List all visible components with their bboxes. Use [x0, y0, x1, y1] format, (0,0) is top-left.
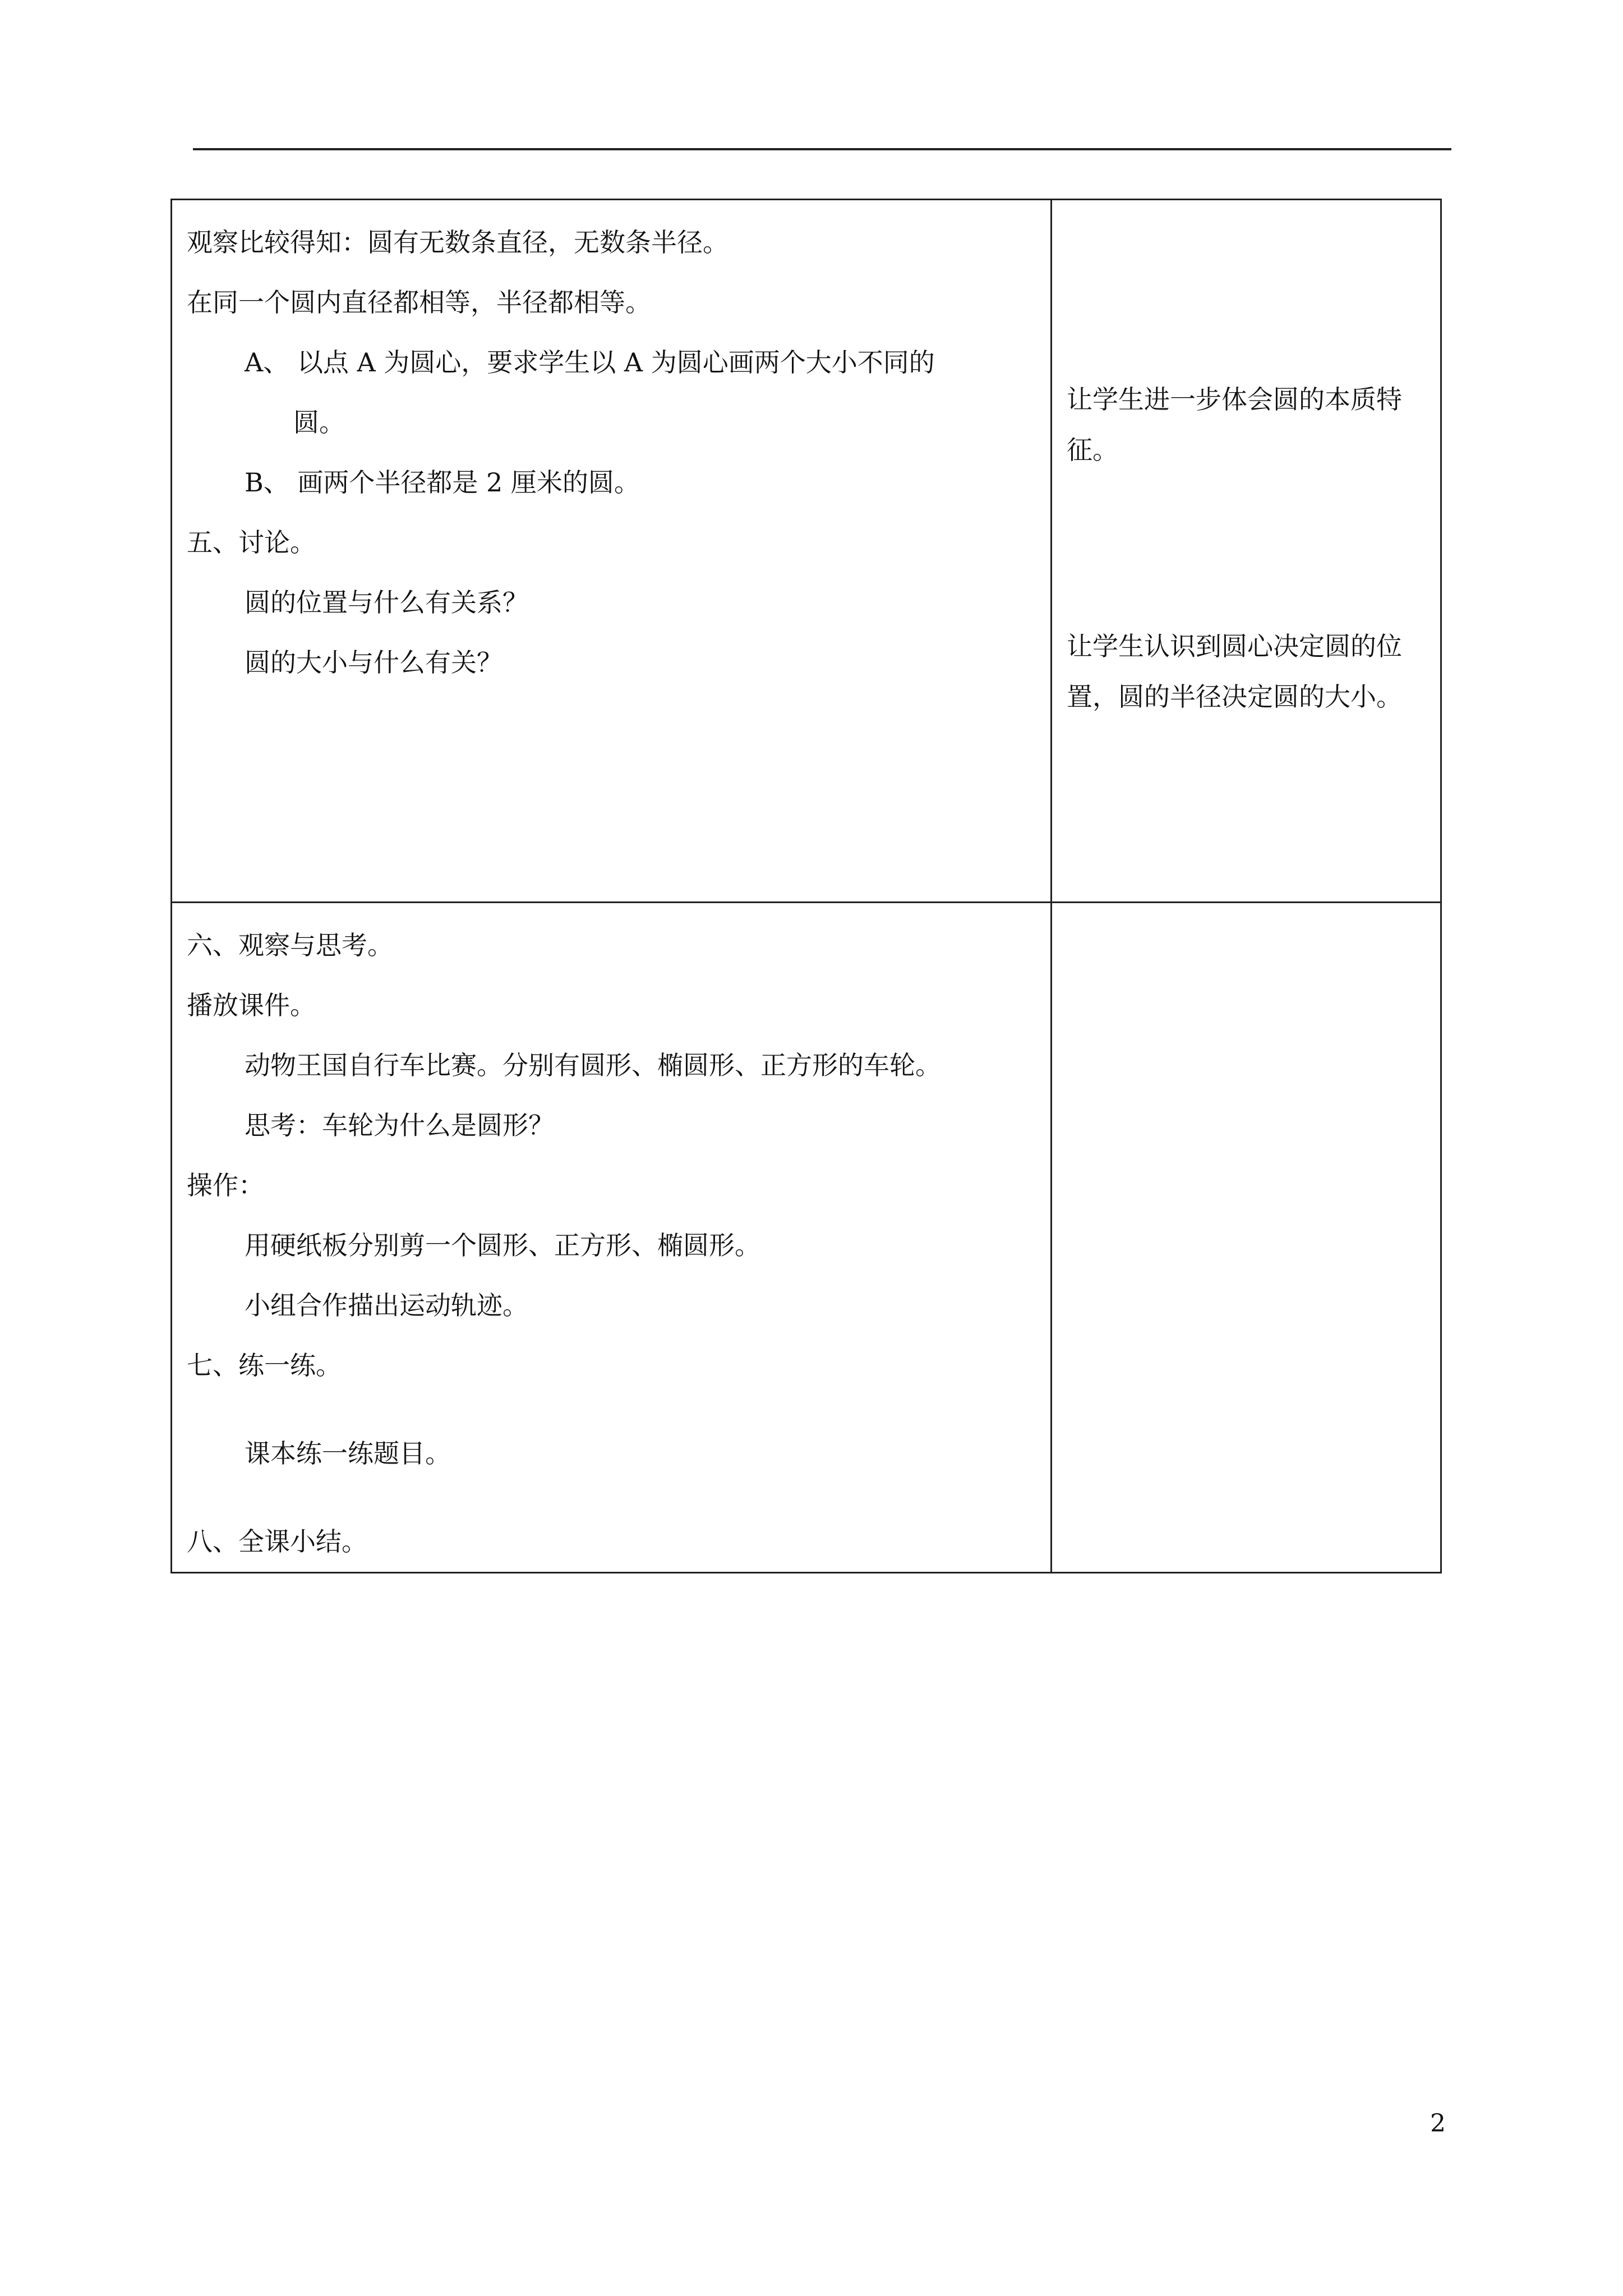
text-line: B、 画两个半径都是 2 厘米的圆。	[245, 467, 640, 498]
text-line: 思考：车轮为什么是圆形？	[245, 1110, 554, 1140]
process-cell	[172, 200, 1052, 903]
text-line: 小组合作描出运动轨迹。	[245, 1290, 528, 1320]
text-line: 圆的大小与什么有关？	[245, 647, 502, 678]
table-row	[172, 903, 1441, 1573]
section-heading: 七、练一练。	[187, 1350, 342, 1381]
text-line: 课本练一练题目。	[245, 1438, 451, 1469]
text-line: 圆。	[293, 407, 345, 438]
intent-cell	[1052, 903, 1441, 1573]
text-line: 播放课件。	[187, 990, 316, 1020]
lesson-plan-table	[170, 199, 1442, 1573]
section-heading: 六、观察与思考。	[187, 930, 393, 960]
design-note: 让学生进一步体会圆的本质特征。	[1067, 384, 1402, 465]
text-line: 观察比较得知：圆有无数条直径，无数条半径。	[187, 227, 728, 257]
intent-cell	[1052, 200, 1441, 903]
section-heading: 五、讨论。	[187, 527, 316, 558]
design-note: 让学生认识到圆心决定圆的位置，圆的半径决定圆的大小。	[1067, 631, 1402, 712]
text-line: 操作：	[187, 1170, 264, 1200]
header-rule	[193, 148, 1451, 150]
process-cell	[172, 903, 1052, 1573]
text-line: 动物王国自行车比赛。分别有圆形、椭圆形、正方形的车轮。	[245, 1050, 941, 1080]
text-line: 在同一个圆内直径都相等，半径都相等。	[187, 287, 651, 318]
table-row	[172, 200, 1441, 903]
text-line: A、 以点 A 为圆心，要求学生以 A 为圆心画两个大小不同的	[245, 347, 935, 378]
page-number: 2	[1430, 2109, 1446, 2138]
text-line: 圆的位置与什么有关系？	[245, 587, 528, 618]
section-heading: 八、全课小结。	[187, 1526, 367, 1557]
text-line: 用硬纸板分别剪一个圆形、正方形、椭圆形。	[245, 1230, 760, 1260]
